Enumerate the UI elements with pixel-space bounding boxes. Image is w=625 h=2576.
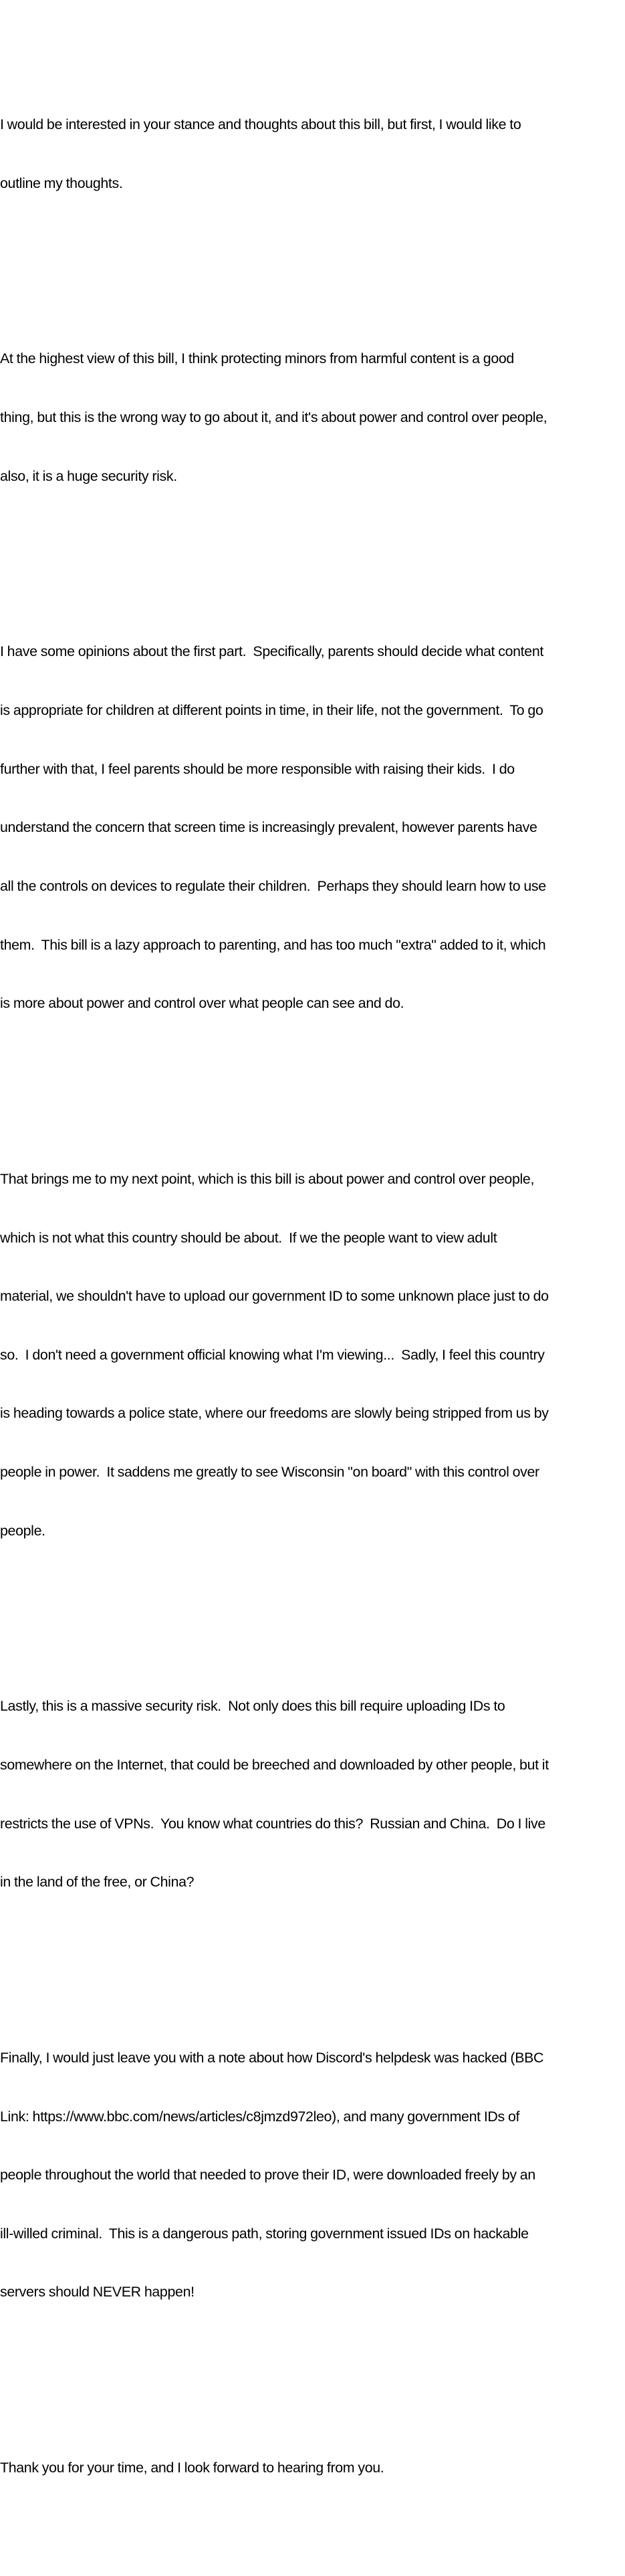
text-line: Link: https://www.bbc.com/news/articles/c8jmzd972leo), and many government IDs of	[0, 2108, 520, 2125]
paragraph-discord-hack	[0, 2010, 625, 2341]
paragraph-closing	[0, 2420, 625, 2517]
text-line: in the land of the free, or China?	[0, 1874, 195, 1891]
text-line: them. This bill is a lazy approach to parenting, and has too much "extra" added to it, which	[0, 936, 546, 953]
paragraph-security-risk	[0, 1658, 625, 1931]
paragraph-overview	[0, 310, 625, 525]
text-line: so. I don't need a government official knowing what I'm viewing... Sadly, I feel this country	[0, 1346, 545, 1363]
text-line: Lastly, this is a massive security risk. Not only does this bill require uploading IDs to	[0, 1698, 505, 1715]
text-line: people.	[0, 1522, 45, 1539]
paragraph-power-control	[0, 1131, 625, 1580]
text-line: further with that, I feel parents should be more responsible with raising their kids. I do	[0, 760, 515, 777]
text-line: people throughout the world that needed to prove their ID, were downloaded freely by an	[0, 2167, 535, 2183]
text-line: is appropriate for children at different points in time, in their life, not the government. To go	[0, 702, 543, 719]
text-line: Thank you for your time, and I look forward to hearing from you.	[0, 2460, 384, 2476]
text-line: is more about power and control over what people can see and do.	[0, 995, 404, 1012]
letter-body	[0, 17, 625, 2576]
text-line: which is not what this country should be about. If we the people want to view adult	[0, 1229, 497, 1246]
text-line: I have some opinions about the first part. Specifically, parents should decide what content	[0, 643, 543, 660]
text-line: That brings me to my next point, which is this bill is about power and control over people,	[0, 1170, 535, 1187]
paragraph-intro	[0, 76, 625, 233]
text-line: thing, but this is the wrong way to go about it, and it's about power and control over people,	[0, 409, 547, 426]
text-line: servers should NEVER happen!	[0, 2284, 195, 2300]
text-line: somewhere on the Internet, that could be breeched and downloaded by other people, but it	[0, 1757, 549, 1774]
text-line: understand the concern that screen time is increasingly prevalent, however parents have	[0, 819, 537, 836]
text-line: people in power. It saddens me greatly to see Wisconsin "on board" with this control over	[0, 1463, 539, 1480]
text-line: At the highest view of this bill, I think protecting minors from harmful content is a good	[0, 350, 514, 367]
text-line: all the controls on devices to regulate their children. Perhaps they should learn how to use	[0, 877, 546, 894]
paragraph-parenting	[0, 603, 625, 1053]
text-line: outline my thoughts.	[0, 175, 123, 191]
text-line: also, it is a huge security risk.	[0, 467, 177, 484]
text-line: material, we shouldn't have to upload our government ID to some unknown place just to do	[0, 1288, 549, 1305]
text-line: Finally, I would just leave you with a note about how Discord's helpdesk was hacked (BBC	[0, 2050, 544, 2066]
text-line: I would be interested in your stance and thoughts about this bill, but first, I would like to	[0, 116, 521, 133]
text-line: ill-willed criminal. This is a dangerous path, storing government issued IDs on hackable	[0, 2225, 529, 2242]
text-line: is heading towards a police state, where our freedoms are slowly being stripped from us by	[0, 1405, 549, 1422]
text-line: restricts the use of VPNs. You know what countries do this? Russian and China. Do I live	[0, 1815, 545, 1832]
